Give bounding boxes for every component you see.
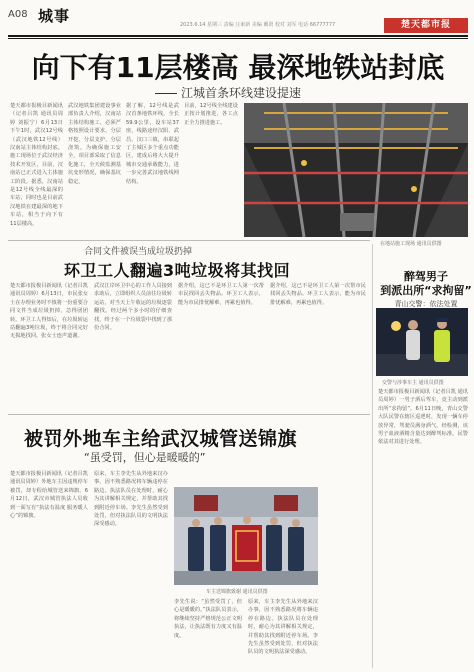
story3-col4: 原来，车主李先生从外地来汉办事，因不熟悉路况将车辆违停在路边。执法队员在处理时，耐心为其讲解相关规定，并帮助其找到附近停车场。李先生虽然受到处罚，但对执法队员的文明执法深受感动。 <box>248 599 318 656</box>
story1-col3: 据了解，12号线是武汉首条地铁环线，全长59.9公里，设车站37座，线路途经汉阳、武昌、汉口三镇，串联起了主城区多个重点功能区，建成后将大大提升城市交通承载能力，进一步完善武汉地铁线网结构。 <box>126 103 179 185</box>
story4-photo-caption: 交警与涉事车主 通讯员供图 <box>382 380 444 386</box>
story1-col2: 武汉地铁集团建设事业部负责人介绍，汉南站主体结构施工，必须严格按照设计要求，分层开挖、分层支护、分层浇筑。为确保施工安全，项目部采取了信息化施工，全天候监测基坑变形情况，确保基坑稳定。 <box>68 103 121 185</box>
story1-photo-caption: 在地站施工现场 通讯员供图 <box>380 241 442 247</box>
header-rule-thin <box>8 38 468 39</box>
story2-col2: 武汉江岸环卫中心的工作人员接到求助后，立即组织人员前往垃圾转运站，对当天上午收运的垃圾逐袋翻找。经过两个多小时的仔细查找，终于在一个垃圾袋中找到了那份合同。 <box>94 283 172 332</box>
story2-kicker: 合同文件被误当成垃圾扔掉 <box>84 247 193 257</box>
section-divider-2 <box>8 414 370 415</box>
header-rule <box>8 35 468 37</box>
story1-col1: 楚天都市报极目新闻讯（记者吕凯 通讯员周婷 刘振宁）6月13日下午1时，武汉12号线（武汉地铁12号线）汉南站主体结构封底。施工现场位于武汉经济技术开发区，目前，汉南站已正式进入主体施工阶段。据悉，汉南站是12号线全线最深的车站，同时也是目前武汉地铁在建最深的地下车站，相当于向下有11层楼高。 <box>10 103 63 227</box>
section-title: 城事 <box>38 7 71 25</box>
page-number: A08 <box>8 9 28 20</box>
award-photo-illustration <box>174 487 318 585</box>
column-divider <box>372 244 373 668</box>
story1-subhead-text: 江城首条环线建设提速 <box>181 86 302 100</box>
story3-col1: 楚天都市报极目新闻讯（记者吕凯 通讯员周婷）外地车主因违规停车被罚，却专程给城管送来锦旗。6月12日，武汉市城管执法人员收到一面写有“执法有温度 服务暖人心”的锦旗。 <box>10 471 88 520</box>
newspaper-logo: 楚天都市报 <box>384 18 468 33</box>
story3-col2: 原来，车主李先生从外地来汉办事，因不熟悉路况将车辆违停在路边。执法队员在处理时，耐心为其讲解相关规定，并帮助其找到附近停车场。李先生虽然受到处罚，但对执法队员的文明执法深受感动。 <box>94 471 168 528</box>
story4-body: 楚天都市报极目新闻讯（记者吕凯 通讯员周婷）一男子酒后驾车，竟主动到派出所“求拘留”。6月11日晚，青山交警大队民警在辖区巡逻时，发现一辆车停放异常，驾驶员满身酒气。经检测，该男子血液酒精含量达到醉驾标准。民警依法对其进行处理。 <box>378 389 468 446</box>
story3-col3: 李先生说：“虽然受罚了，但心是暖暖的。”执法队员表示，将继续坚持严格规范公正文明执法，让执法既有力度又有温度。 <box>174 599 242 639</box>
story4-headline-line2: 到派出所“求拘留” <box>380 284 472 297</box>
subhead-dash <box>155 93 177 94</box>
story4-subhead: 青山交警：依法处置 <box>394 300 458 308</box>
issue-meta: 2023.6.14 星期三 责编 汪東新 美编 戴贤 校对 刘军 电话 66777777 <box>180 22 336 28</box>
story1-subhead <box>155 84 301 101</box>
section-divider <box>8 240 370 241</box>
banner-award-photo <box>174 487 318 585</box>
story2-headline: 环卫工人翻遍3吨垃圾将其找回 <box>64 261 291 280</box>
metro-construction-photo <box>244 103 468 237</box>
story3-photo-caption: 车主送锦旗致谢 通讯员供图 <box>206 589 268 595</box>
story2-col3: 据介绍，这已不是环卫工人第一次帮市民找回丢失物品。环卫工人表示，能为市民排忧解难，再累也值得。 <box>178 283 264 306</box>
metro-photo-illustration <box>244 103 468 237</box>
story2-col4: 据介绍，这已不是环卫工人第一次帮市民找回丢失物品。环卫工人表示，能为市民排忧解难，再累也值得。 <box>270 283 366 306</box>
story2-col1: 楚天都市报极目新闻讯（记者吕凯 通讯员周婷）6月13日，市民张女士在办理业务时不慎将一份重要合同文件当成垃圾扔掉，急得团团转。环卫工人得知后，在垃圾转运站翻遍3吨垃圾，终于将合同完好无损地找回。张女士连声道谢。 <box>10 283 88 340</box>
story1-col4: 目前，12号线全线建设正按计划推进，各工点正全力推进施工。 <box>184 103 238 126</box>
traffic-police-photo <box>376 308 468 376</box>
story4-headline-line1: 醉驾男子 <box>404 270 448 283</box>
police-photo-illustration <box>376 308 468 376</box>
story1-headline: 向下有11层楼高 最深地铁站封底 <box>31 51 445 84</box>
story3-headline: 被罚外地车主给武汉城管送锦旗 <box>24 428 298 450</box>
story4-headline <box>380 270 472 298</box>
story3-subhead: “虽受罚，但心是暖暖的” <box>84 451 206 464</box>
